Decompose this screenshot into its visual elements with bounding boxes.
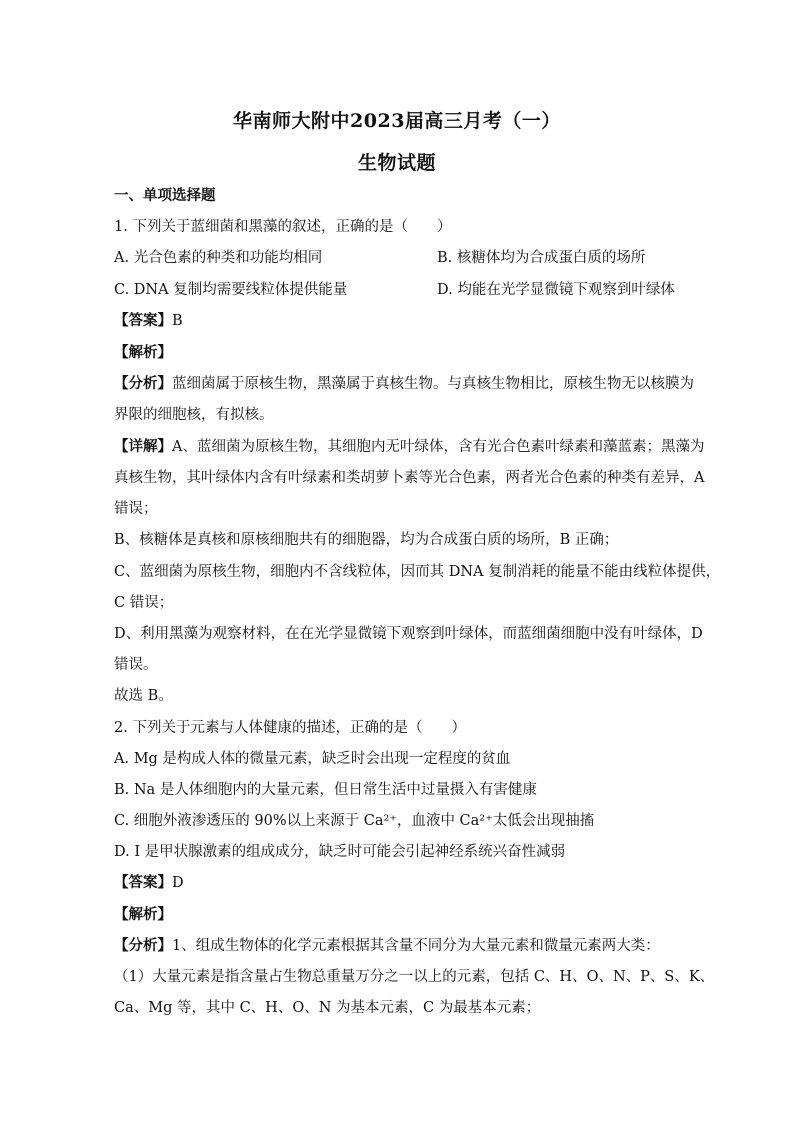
answer-tag: 【答案】 [114, 312, 172, 329]
q2-fenxi-line3: Ca、Mg 等，其中 C、H、O、N 为基本元素，C 为最基本元素； [114, 1000, 541, 1016]
q2-fenxi-line1 [114, 936, 660, 956]
answer-tag: 【答案】 [114, 874, 172, 891]
q1-detail-line8: 错误。 [114, 657, 158, 673]
section-heading: 一、单项选择题 [114, 187, 216, 204]
q2-option-b: B. Na 是人体细胞内的大量元素，但日常生活中过量摄入有害健康 [114, 782, 537, 798]
q2-option-a: A. Mg 是构成人体的微量元素，缺乏时会出现一定程度的贫血 [114, 751, 511, 767]
q1-analysis-tag: 【解析】 [114, 344, 172, 361]
xiangjie-tag: 【详解】 [114, 438, 172, 455]
q2-answer [114, 873, 184, 893]
answer-value: B [172, 313, 183, 329]
q1-detail-line1 [114, 437, 704, 457]
document-title: 华南师大附中2023届高三月考（一） [233, 110, 561, 132]
fenxi-tag: 【分析】 [114, 375, 172, 392]
q1-fenxi-line2: 界限的细胞核，有拟核。 [114, 407, 274, 423]
q1-stem: 1. 下列关于蓝细菌和黑藻的叙述，正确的是（ ） [114, 219, 452, 235]
answer-value: D [172, 875, 184, 891]
q1-option-c: C. DNA 复制均需要线粒体提供能量 [114, 282, 348, 298]
q1-option-a: A. 光合色素的种类和功能均相同 [114, 250, 323, 266]
q1-fenxi-line1 [114, 374, 694, 394]
q1-detail-line7: D、利用黑藻为观察材料，在在光学显微镜下观察到叶绿体，而蓝细菌细胞中没有叶绿体，D [114, 626, 703, 642]
q2-option-d: D. I 是甲状腺激素的组成成分，缺乏时可能会引起神经系统兴奋性减弱 [114, 844, 566, 860]
q1-detail-line5: C、蓝细菌为原核生物，细胞内不含线粒体，因而其 DNA 复制消耗的能量不能由线粒体提供， [114, 564, 721, 580]
fenxi-tag: 【分析】 [114, 937, 172, 954]
q2-stem: 2. 下列关于元素与人体健康的描述，正确的是（ ） [114, 720, 466, 736]
q1-option-d: D. 均能在光学显微镜下观察到叶绿体 [437, 282, 675, 298]
q1-detail-line6: C 错误； [114, 595, 174, 611]
q1-detail-line3: 错误； [114, 501, 158, 517]
q1-detail-line4: B、核糖体是真核和原核细胞共有的细胞器，均为合成蛋白质的场所，B 正确； [114, 532, 619, 548]
q2-option-c: C. 细胞外液渗透压的 90%以上来源于 Ca²⁺，血液中 Ca²⁺太低会出现抽搐 [114, 813, 595, 829]
q1-conclusion: 故选 B。 [114, 688, 173, 704]
document-subtitle: 生物试题 [357, 152, 436, 174]
q1-detail-line2: 真核生物，其叶绿体内含有叶绿素和类胡萝卜素等光合色素，两者光合色素的种类有差异，A [114, 470, 705, 486]
fenxi-text: 蓝细菌属于原核生物，黑藻属于真核生物。与真核生物相比，原核生物无以核膜为 [172, 376, 694, 392]
q1-option-b: B. 核糖体均为合成蛋白质的场所 [437, 250, 646, 266]
fenxi-text: 1、组成生物体的化学元素根据其含量不同分为大量元素和微量元素两大类： [172, 938, 660, 954]
q2-fenxi-line2: （1）大量元素是指含量占生物总重量万分之一以上的元素，包括 C、H、O、N、P、S、K、 [114, 969, 715, 985]
q1-answer [114, 311, 183, 331]
detail-text: A、蓝细菌为原核生物，其细胞内无叶绿体，含有光合色素叶绿素和藻蓝素；黑藻为 [172, 439, 705, 455]
q2-analysis-tag: 【解析】 [114, 906, 172, 923]
